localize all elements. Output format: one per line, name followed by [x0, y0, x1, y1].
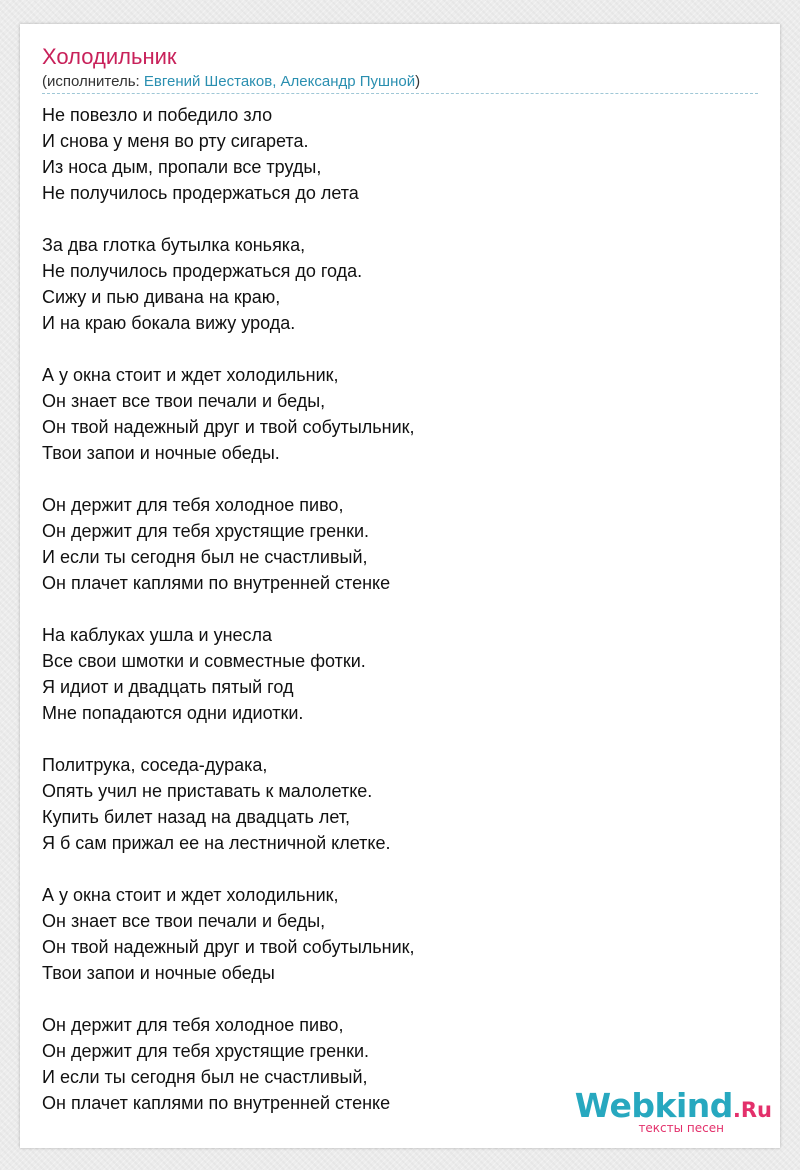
lyric-line: Твои запои и ночные обеды. — [42, 443, 280, 463]
lyric-line: Он держит для тебя хрустящие гренки. — [42, 1041, 370, 1061]
logo-word: Webkind — [574, 1086, 733, 1125]
lyrics-stanza — [42, 882, 742, 986]
lyric-line: Он плачет каплями по внутренней стенке — [42, 1093, 391, 1113]
lyrics-text — [42, 102, 742, 1142]
song-title: Холодильник — [42, 44, 177, 69]
lyrics-stanza — [42, 622, 742, 726]
lyrics-stanza — [42, 232, 742, 336]
lyric-line: Он твой надежный друг и твой собутыльник, — [42, 937, 415, 957]
lyric-line: Я б сам прижал ее на лестничной клетке. — [42, 833, 391, 853]
lyric-line: А у окна стоит и ждет холодильник, — [42, 885, 339, 905]
lyric-line: Он знает все твои печали и беды, — [42, 911, 326, 931]
lyric-line: За два глотка бутылка коньяка, — [42, 235, 306, 255]
lyric-line: Все свои шмотки и совместные фотки. — [42, 651, 366, 671]
lyric-line: Политрука, соседа-дурака, — [42, 755, 268, 775]
lyric-line: И снова у меня во рту сигарета. — [42, 131, 309, 151]
lyric-line: Он держит для тебя холодное пиво, — [42, 1015, 344, 1035]
lyric-line: Не повезло и победило зло — [42, 105, 273, 125]
title-divider — [42, 93, 758, 94]
lyric-line: Он плачет каплями по внутренней стенке — [42, 573, 391, 593]
lyric-line: Не получилось продержаться до года. — [42, 261, 363, 281]
lyric-line: Купить билет назад на двадцать лет, — [42, 807, 350, 827]
artist-line — [42, 73, 420, 91]
lyric-line: Он держит для тебя холодное пиво, — [42, 495, 344, 515]
lyric-line: Твои запои и ночные обеды — [42, 963, 275, 983]
lyric-line: Он твой надежный друг и твой собутыльник, — [42, 417, 415, 437]
webkind-logo[interactable] — [572, 1088, 772, 1138]
lyric-line: Он держит для тебя хрустящие гренки. — [42, 521, 370, 541]
lyric-line: Опять учил не приставать к малолетке. — [42, 781, 373, 801]
artist-prefix: (исполнитель: — [42, 73, 144, 90]
lyric-line: Он знает все твои печали и беды, — [42, 391, 326, 411]
lyric-line: Не получилось продержаться до лета — [42, 183, 359, 203]
lyrics-stanza — [42, 752, 742, 856]
lyrics-stanza — [42, 362, 742, 466]
lyrics-card — [20, 24, 780, 1148]
lyric-line: А у окна стоит и ждет холодильник, — [42, 365, 339, 385]
artist-suffix: ) — [415, 73, 421, 90]
logo-tagline: тексты песен — [638, 1121, 724, 1135]
logo-tld: .Ru — [732, 1098, 772, 1122]
lyric-line: Я идиот и двадцать пятый год — [42, 677, 294, 697]
lyric-line: И если ты сегодня был не счастливый, — [42, 1067, 368, 1087]
lyric-line: Из носа дым, пропали все труды, — [42, 157, 322, 177]
lyric-line: И если ты сегодня был не счастливый, — [42, 547, 368, 567]
lyrics-stanza — [42, 492, 742, 596]
lyric-line: На каблуках ушла и унесла — [42, 625, 273, 645]
lyric-line: Сижу и пью дивана на краю, — [42, 287, 281, 307]
lyrics-stanza — [42, 102, 742, 206]
lyric-line: Мне попадаются одни идиотки. — [42, 703, 304, 723]
lyric-line: И на краю бокала вижу урода. — [42, 313, 296, 333]
artist-link[interactable]: Евгений Шестаков, Александр Пушной — [143, 73, 416, 90]
